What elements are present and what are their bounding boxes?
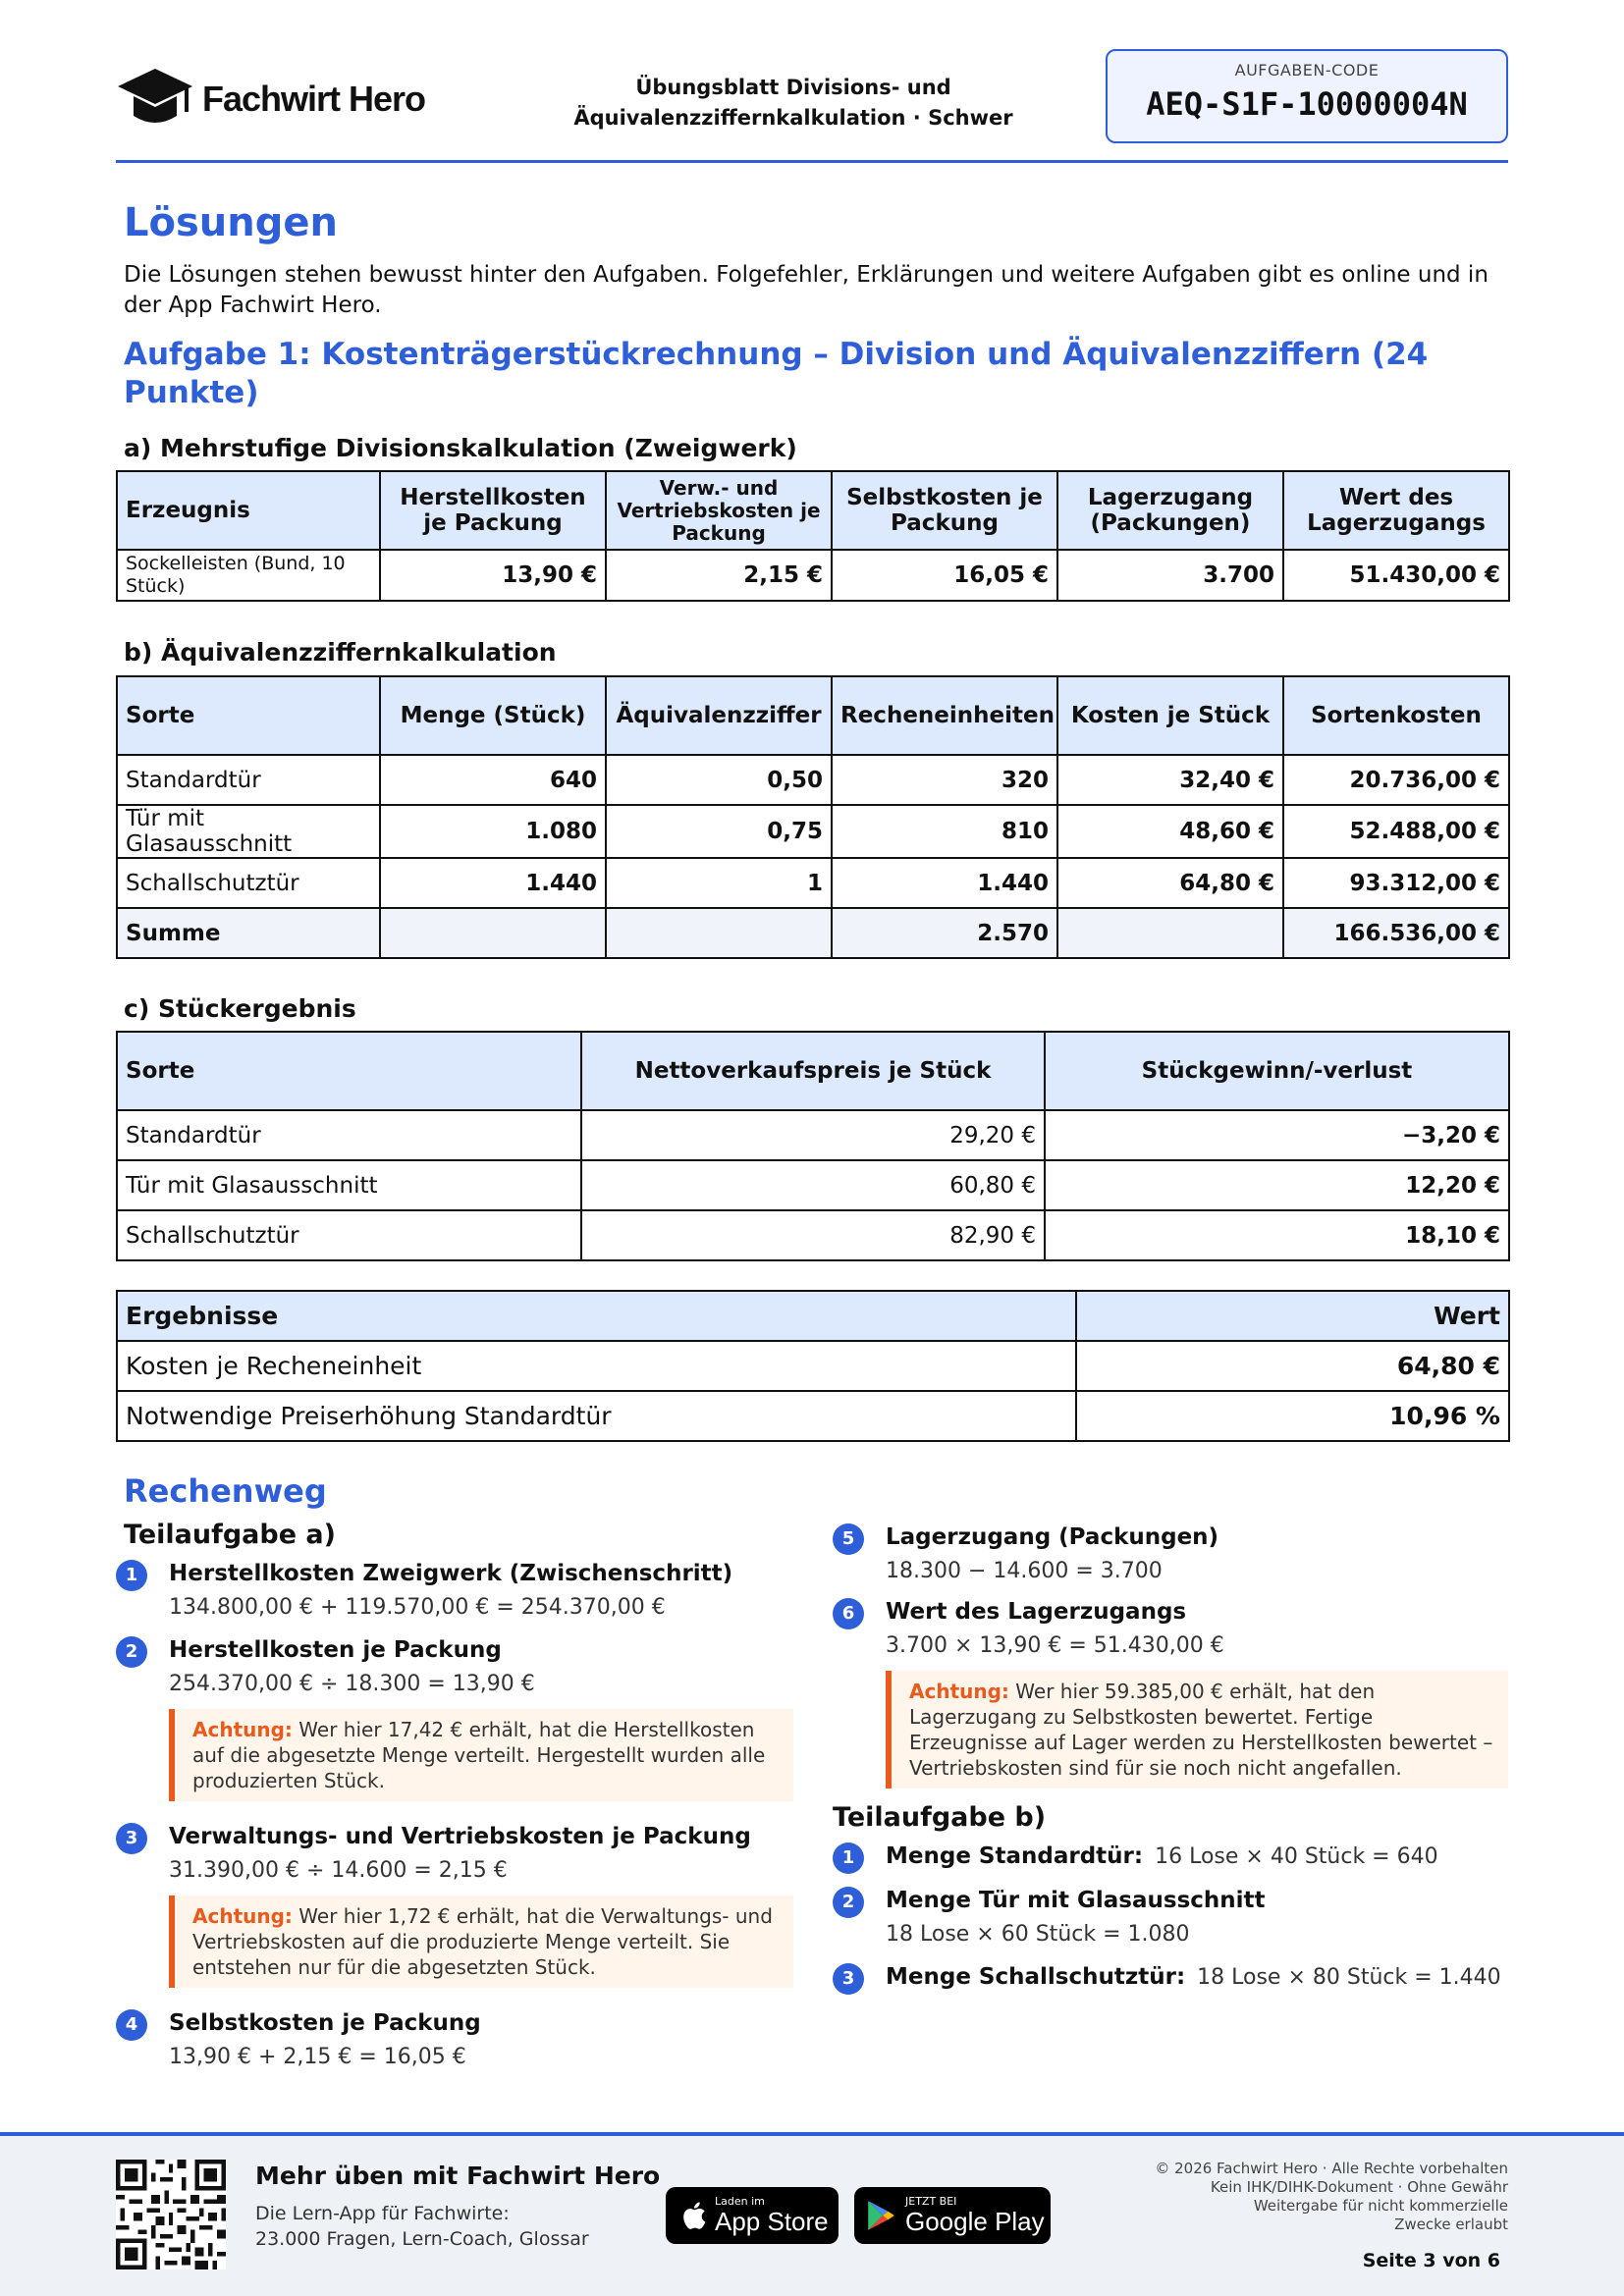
step-item — [833, 1839, 1508, 1875]
task-code-label: AUFGABEN-CODE — [1234, 61, 1380, 80]
table-a-title: a) Mehrstufige Divisionskalkulation (Zweigwerk) — [124, 434, 797, 462]
page-footer — [0, 2132, 1624, 2296]
table-header-row — [117, 471, 1509, 550]
table-c — [116, 1031, 1510, 1261]
table-cell: 640 — [380, 755, 606, 805]
graduation-cap-icon — [116, 65, 194, 133]
sheet-title — [528, 73, 1058, 133]
table-row — [117, 1391, 1509, 1441]
table-header-cell: Stückgewinn/-verlust — [1045, 1032, 1509, 1110]
part-a-title: Teilaufgabe a) — [124, 1520, 336, 1550]
step-title — [886, 1839, 1508, 1875]
table-row — [117, 1341, 1509, 1391]
table-header-cell: Kosten je Stück — [1057, 676, 1283, 755]
footer-subtitle-line2: 23.000 Fragen, Lern-Coach, Glossar — [255, 2228, 589, 2250]
qr-code-icon[interactable] — [116, 2160, 226, 2269]
table-cell: 32,40 € — [1057, 755, 1283, 805]
table-cell: 2,15 € — [606, 550, 832, 601]
rechenweg-col-right — [833, 1520, 1508, 1996]
table-cell: 0,75 — [606, 805, 832, 858]
footer-subtitle-line1: Die Lern-App für Fachwirte: — [255, 2203, 510, 2224]
table-cell: 3.700 — [1057, 550, 1283, 601]
warning-label: Achtung: — [192, 1904, 293, 1928]
table-row — [117, 1110, 1509, 1160]
table-cell: Summe — [117, 908, 380, 958]
table-row — [117, 858, 1509, 908]
table-c-title: c) Stückergebnis — [124, 994, 356, 1023]
table-header-row — [117, 1032, 1509, 1110]
table-cell: 1.440 — [832, 858, 1057, 908]
table-cell: Schallschutztür — [117, 858, 380, 908]
brand-name: Fachwirt Hero — [202, 79, 426, 119]
step-number: 5 — [833, 1523, 864, 1555]
step-title: Herstellkosten je Packung — [169, 1637, 502, 1663]
step-calc: 18 Lose × 80 Stück = 1.440 — [1197, 1965, 1501, 1990]
step-number: 2 — [833, 1887, 864, 1918]
step-number: 2 — [116, 1636, 147, 1668]
table-cell: 60,80 € — [581, 1160, 1045, 1210]
table-cell: 48,60 € — [1057, 805, 1283, 858]
table-header-cell: Wert des Lagerzugangs — [1283, 471, 1509, 550]
google-play-small-label: JETZT BEI — [905, 2195, 957, 2208]
table-header-cell: Lagerzugang (Packungen) — [1057, 471, 1283, 550]
warning-text: Wer hier 59.385,00 € erhält, hat den Lagerzugang zu Selbstkosten bewertet. Fertige Erzeugnisse auf Lager werden zu Herstellkosten bewertet – Vertriebskosten sind für sie noch nicht angefallen. — [909, 1680, 1493, 1780]
step-number: 6 — [833, 1598, 864, 1629]
table-cell: 20.736,00 € — [1283, 755, 1509, 805]
table-cell: 2.570 — [832, 908, 1057, 958]
step-number: 1 — [116, 1560, 147, 1591]
step-calc: 18 Lose × 60 Stück = 1.080 — [886, 1922, 1190, 1947]
step-item — [116, 1556, 793, 1625]
step-item — [116, 1632, 793, 1801]
table-header-cell: Selbstkosten je Packung — [832, 471, 1057, 550]
table-cell: 82,90 € — [581, 1210, 1045, 1260]
table-header-cell: Ergebnisse — [117, 1291, 1076, 1341]
step-number: 3 — [116, 1823, 147, 1854]
table-cell: 29,20 € — [581, 1110, 1045, 1160]
app-store-label: App Store — [715, 2207, 829, 2236]
table-cell: 10,96 % — [1076, 1391, 1509, 1441]
step-item — [833, 1594, 1508, 1789]
table-cell: −3,20 € — [1045, 1110, 1509, 1160]
table-header-cell: Sorte — [117, 676, 380, 755]
step-title: Verwaltungs- und Vertriebskosten je Packung — [169, 1824, 751, 1849]
warning-label: Achtung: — [192, 1718, 293, 1741]
step-calc: 13,90 € + 2,15 € = 16,05 € — [169, 2045, 466, 2069]
table-cell: 320 — [832, 755, 1057, 805]
step-number: 4 — [116, 2009, 147, 2041]
step-item — [833, 1883, 1508, 1951]
footer-subtitle — [255, 2201, 589, 2252]
table-cell: Standardtür — [117, 755, 380, 805]
step-calc: 3.700 × 13,90 € = 51.430,00 € — [886, 1633, 1224, 1658]
legal-line: Kein IHK/DIHK-Dokument · Ohne Gewähr — [1210, 2178, 1508, 2196]
table-header-cell: Sorte — [117, 1032, 581, 1110]
table-cell: Tür mit Glasausschnitt — [117, 805, 380, 858]
page-number: Seite 3 von 6 — [1362, 2250, 1500, 2271]
table-cell: Schallschutztür — [117, 1210, 581, 1260]
step-item — [116, 2005, 793, 2074]
footer-title: Mehr üben mit Fachwirt Hero — [255, 2162, 661, 2190]
table-cell: Sockelleisten (Bund, 10 Stück) — [117, 550, 380, 601]
page-title: Lösungen — [124, 200, 338, 245]
table-header-row — [117, 676, 1509, 755]
table-cell: 1.080 — [380, 805, 606, 858]
step-calc: 18.300 − 14.600 = 3.700 — [886, 1559, 1163, 1583]
table-row — [117, 550, 1509, 601]
table-header-cell: Menge (Stück) — [380, 676, 606, 755]
table-cell: Tür mit Glasausschnitt — [117, 1160, 581, 1210]
step-number: 3 — [833, 1963, 864, 1995]
page-header — [116, 47, 1508, 163]
step-calc: 254.370,00 € ÷ 18.300 = 13,90 € — [169, 1672, 535, 1696]
table-b — [116, 675, 1510, 959]
table-header-cell: Herstellkosten je Packung — [380, 471, 606, 550]
results-table — [116, 1290, 1510, 1442]
step-title: Selbstkosten je Packung — [169, 2010, 481, 2036]
legal-line: Weitergabe für nicht kommerzielle — [1253, 2197, 1508, 2215]
step-title — [886, 1959, 1508, 1996]
google-play-badge[interactable] — [854, 2187, 1051, 2244]
table-cell: Notwendige Preiserhöhung Standardtür — [117, 1391, 1076, 1441]
step-item — [833, 1959, 1508, 1996]
step-calc: 31.390,00 € ÷ 14.600 = 2,15 € — [169, 1858, 508, 1883]
table-b-title: b) Äquivalenzziffernkalkulation — [124, 638, 557, 667]
warning-box — [169, 1709, 793, 1801]
table-cell — [1057, 908, 1283, 958]
step-title: Lagerzugang (Packungen) — [886, 1524, 1219, 1550]
table-header-cell: Äquivalenzziffer — [606, 676, 832, 755]
table-header-cell: Erzeugnis — [117, 471, 380, 550]
table-cell: 810 — [832, 805, 1057, 858]
apple-icon — [679, 2200, 707, 2231]
table-a — [116, 470, 1510, 602]
brand-logo — [116, 65, 425, 133]
table-cell: Standardtür — [117, 1110, 581, 1160]
table-row — [117, 1210, 1509, 1260]
table-header-cell: Sortenkosten — [1283, 676, 1509, 755]
table-header-cell: Wert — [1076, 1291, 1509, 1341]
intro-text: Die Lösungen stehen bewusst hinter den Aufgaben. Folgefehler, Erklärungen und weitere Aufgaben gibt es online und in der App Fachwirt Hero. — [124, 262, 1489, 318]
task-title: Aufgabe 1: Kostenträgerstückrechnung – Division und Äquivalenzziffern (24 Punkte) — [124, 337, 1429, 410]
table-cell: 13,90 € — [380, 550, 606, 601]
table-row — [117, 1160, 1509, 1210]
legal-line: Zwecke erlaubt — [1394, 2216, 1508, 2233]
table-cell: 51.430,00 € — [1283, 550, 1509, 601]
table-row — [117, 755, 1509, 805]
table-header-cell: Nettoverkaufspreis je Stück — [581, 1032, 1045, 1110]
app-store-small-label: Laden im — [715, 2195, 765, 2208]
table-cell: 18,10 € — [1045, 1210, 1509, 1260]
step-title-text: Menge Schallschutztür: — [886, 1964, 1186, 1990]
google-play-icon — [866, 2200, 895, 2231]
table-cell: 64,80 € — [1057, 858, 1283, 908]
table-cell: 166.536,00 € — [1283, 908, 1509, 958]
table-header-cell: Verw.- und Vertriebskosten je Packung — [606, 471, 832, 550]
step-title: Menge Tür mit Glasausschnitt — [886, 1888, 1266, 1913]
warning-text: Wer hier 17,42 € erhält, hat die Herstellkosten auf die abgesetzte Menge verteilt. Hergestellt wurden alle produzierten Stück. — [192, 1718, 766, 1792]
step-calc: 134.800,00 € + 119.570,00 € = 254.370,00 € — [169, 1595, 666, 1620]
task-code-value: AEQ-S1F-10000004N — [1146, 85, 1468, 123]
warning-box — [169, 1896, 793, 1988]
table-header-row — [117, 1291, 1509, 1341]
table-cell: 16,05 € — [832, 550, 1057, 601]
table-cell: 12,20 € — [1045, 1160, 1509, 1210]
table-cell: 64,80 € — [1076, 1341, 1509, 1391]
warning-label: Achtung: — [909, 1680, 1009, 1703]
step-number: 1 — [833, 1842, 864, 1874]
part-b-title: Teilaufgabe b) — [833, 1802, 1047, 1833]
app-store-badge[interactable] — [666, 2187, 839, 2244]
step-title-text: Menge Standardtür: — [886, 1843, 1144, 1869]
sheet-title-line2: Äquivalenzziffernkalkulation · Schwer — [573, 106, 1013, 130]
warning-box — [886, 1671, 1508, 1789]
table-header-cell: Recheneinheiten — [832, 676, 1057, 755]
table-cell: 52.488,00 € — [1283, 805, 1509, 858]
warning-text: Wer hier 1,72 € erhält, hat die Verwaltungs- und Vertriebskosten auf die produzierte Menge verteilt. Sie entstehen nur für die abgesetzten Stück. — [192, 1904, 773, 1979]
step-title: Herstellkosten Zweigwerk (Zwischenschritt) — [169, 1561, 733, 1586]
sheet-title-line1: Übungsblatt Divisions- und — [635, 76, 951, 99]
task-code-box — [1106, 49, 1508, 143]
step-calc: 16 Lose × 40 Stück = 640 — [1155, 1844, 1438, 1869]
table-row — [117, 805, 1509, 858]
table-cell: Kosten je Recheneinheit — [117, 1341, 1076, 1391]
table-cell — [606, 908, 832, 958]
step-item — [116, 1819, 793, 1988]
rechenweg-title: Rechenweg — [124, 1472, 327, 1510]
table-cell — [380, 908, 606, 958]
table-sum-row — [117, 908, 1509, 958]
step-title: Wert des Lagerzugangs — [886, 1599, 1187, 1625]
table-cell: 93.312,00 € — [1283, 858, 1509, 908]
footer-legal — [1076, 2160, 1508, 2234]
legal-line: © 2026 Fachwirt Hero · Alle Rechte vorbehalten — [1155, 2160, 1508, 2177]
table-cell: 1 — [606, 858, 832, 908]
table-cell: 0,50 — [606, 755, 832, 805]
rechenweg-col-left — [116, 1520, 793, 2074]
google-play-label: Google Play — [905, 2207, 1045, 2236]
step-item — [833, 1520, 1508, 1588]
table-cell: 1.440 — [380, 858, 606, 908]
